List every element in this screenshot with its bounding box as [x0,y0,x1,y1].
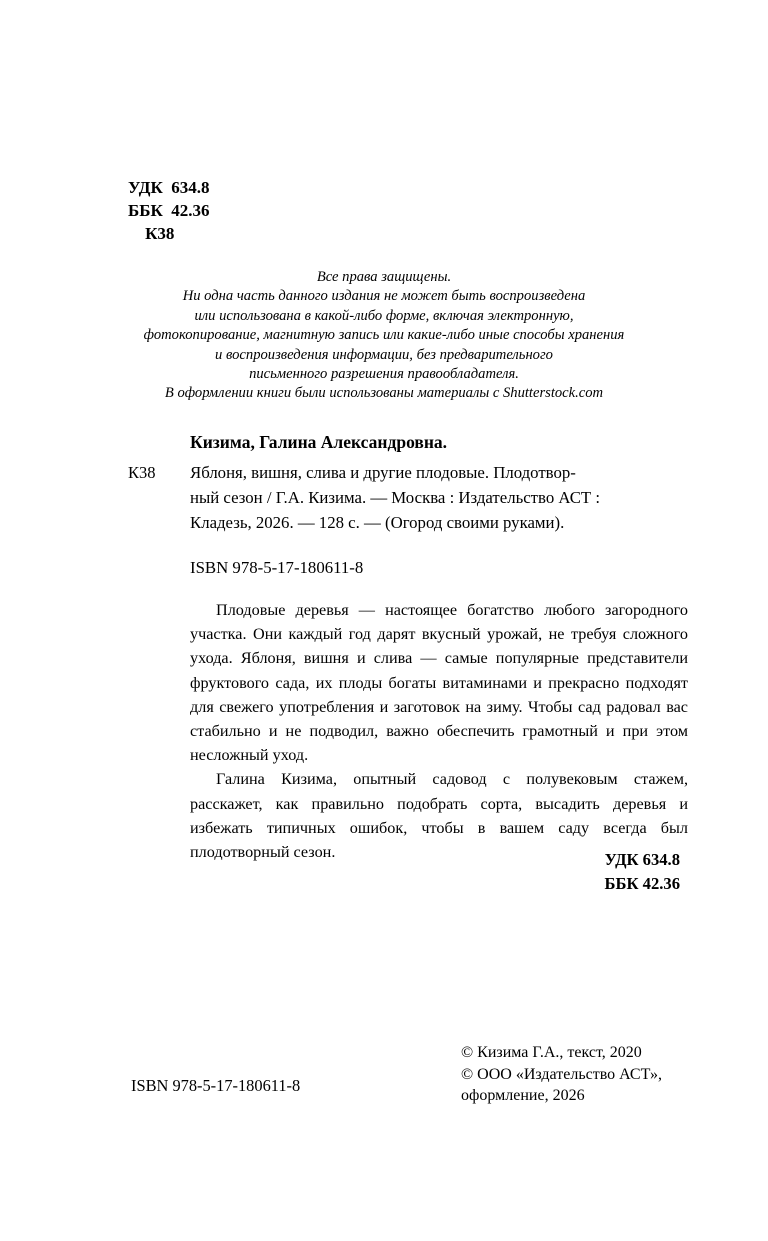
copyright-block [461,1042,741,1107]
isbn-biblio: ISBN 978-5-17-180611-8 [190,558,364,577]
rights-notice-line: или использована в какой-либо форме, включая электронную, [194,307,574,324]
bbk-code-top: ББК 42.36 [128,201,210,220]
author-mark-biblio: К38 [128,463,156,482]
annotation-paragraph: Галина Кизима, опытный садовод с полувековым стажем, расскажет, как правильно подобрать сорта, высадить деревья и избежать типичных ошибок, чтобы в вашем саду всегда был плодотворный сезон. [190,770,688,862]
copyright-line: оформление, 2026 [461,1087,585,1104]
bibliographic-record [128,430,688,579]
description-block [128,460,688,535]
isbn-bottom: ISBN 978-5-17-180611-8 [131,1076,301,1095]
rights-notice [96,268,672,404]
title-statement-line: Кладезь, 2026. — 128 с. — (Огород своими руками). [190,513,565,532]
copyright-line: © ООО «Издательство АСТ», [461,1065,662,1083]
title-statement-line: Яблоня, вишня, слива и другие плодовые. Плодотвор- [190,463,576,482]
rights-notice-line: фотокопирование, магнитную запись или какие-либо иные способы хранения [143,327,625,344]
classification-marks-top [128,176,210,245]
rights-notice-line: и воспроизведения информации, без предварительного [215,346,553,363]
rights-notice-line: Все права защищены. [316,269,452,285]
rights-notice-line: В оформлении книги были использованы материалы с Shutterstock.com [164,385,604,402]
bbk-code-bottom: ББК 42.36 [604,874,680,893]
author-name: Кизима, Галина Александровна. [190,432,448,452]
classification-marks-bottom [388,848,680,896]
annotation-paragraph: Плодовые деревья — настоящее богатство любого загородного участка. Они каждый год дарят вкусный урожай, не требуя сложного ухода. Яблоня, вишня и слива — самые популярные представители фруктового сада, их плоды богаты витаминами и прекрасно подходят для свежего употребления и заготовок на зиму. Чтобы сад радовал вас стабильно и не подводил, важно обеспечить грамотный и при этом несложный уход. [190,601,688,765]
copyright-line: © Кизима Г.А., текст, 2020 [461,1044,642,1061]
rights-notice-line: письменного разрешения правообладателя. [249,366,519,383]
annotation-text [190,598,688,864]
udk-code-bottom: УДК 634.8 [604,850,680,869]
author-mark-top: К38 [145,224,175,243]
title-statement-line: ный сезон / Г.А. Кизима. — Москва : Издательство АСТ : [190,488,600,507]
rights-notice-line: Ни одна часть данного издания не может быть воспроизведена [182,288,586,305]
title-statement [190,460,688,535]
udk-code-top: УДК 634.8 [128,178,210,197]
